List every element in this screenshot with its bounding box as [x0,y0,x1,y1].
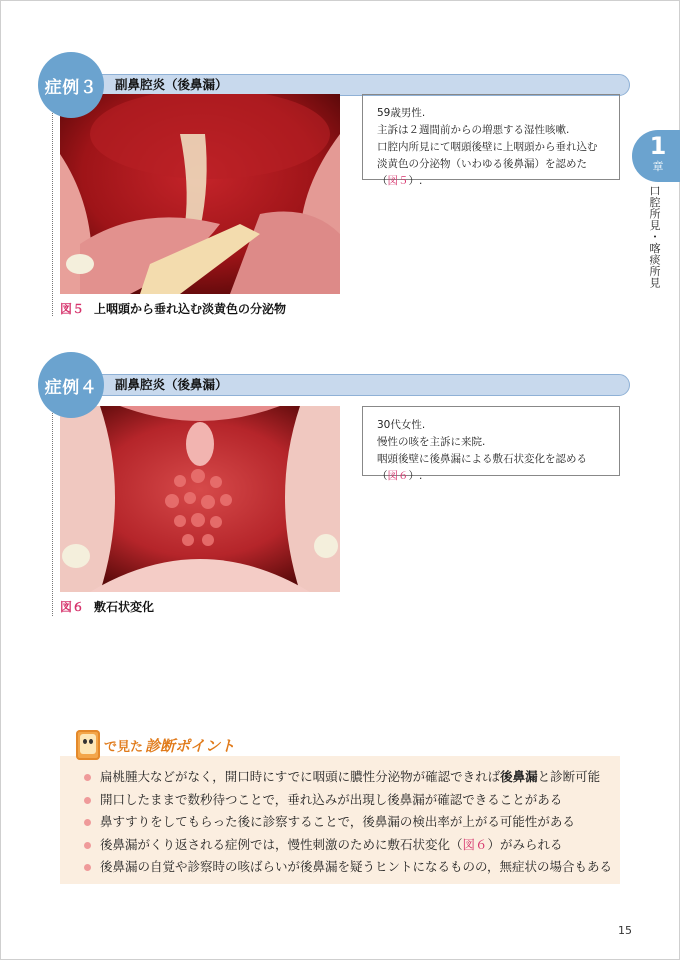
point-item [84,789,620,812]
diagnosis-point-title [76,730,235,760]
case3-figure-text: 上咽頭から垂れ込む淡黄色の分泌物 [94,302,287,316]
case3-figure-caption [60,300,286,317]
point-item-text: 後鼻漏の自覚や診察時の咳ばらいが後鼻漏を疑うヒントになるものの，無症状の場合もある [100,859,613,874]
case3-badge: 症例３ [38,52,104,118]
case4-throat-photo [60,406,340,592]
point-item [84,811,620,834]
case4-figure-ref: 図６ [387,470,409,482]
point-item-bold: 後鼻漏 [500,769,538,784]
case4-figure-text: 敷石状変化 [94,600,155,614]
case3-finding-text: 口腔内所見にて咽頭後壁に上咽頭から垂れ込む淡黄色の分泌物（いわゆる後鼻漏）を認めた（ [377,141,598,187]
case3-finding [377,139,607,190]
chapter-number: 1 [649,132,667,160]
point-item-figure-ref: 図６ [462,836,488,852]
case3-complaint: 主訴は２週間前からの増悪する湿性咳嗽. [377,124,570,136]
case4-finding [377,451,607,485]
case4-description [362,406,620,482]
point-item-text: 後鼻漏がくり返される症例では，慢性刺激のために敷石状変化（ [100,836,463,852]
chapter-label: 章 [652,160,664,173]
case3-figure-label: 図５ [60,302,85,316]
case3-patient: 59歳男性. [377,107,426,119]
chapter-title: 口腔所見・喀痰所見 [648,185,661,289]
case4-rule [52,410,53,616]
case4-header [38,352,628,412]
case3-throat-photo [60,94,340,294]
case3-figure-ref: 図５ [387,175,409,187]
point-title-main: 診断ポイント [145,736,236,755]
point-item-text-end: ）がみられる [487,836,563,852]
case4-patient: 30代女性. [377,419,426,431]
eye-book-icon [76,730,100,760]
case3-rule [52,110,53,316]
case4-finding-text: 咽頭後壁に後鼻漏による敷石状変化を認める（ [377,453,587,482]
case3-finding-end: ）. [408,175,423,187]
diagnosis-point-box [60,756,620,884]
case3-description [362,94,620,187]
case4-badge: 症例４ [38,352,104,418]
page-number: 15 [618,924,632,937]
case4-finding-end: ）. [408,470,423,482]
case3-title: 副鼻腔炎（後鼻漏） [90,74,630,96]
point-item [84,834,620,857]
chapter-tab [632,130,680,182]
point-item-text: 開口したままで数秒待つことで，垂れ込みが出現し後鼻漏が確認できることがある [100,791,563,807]
point-item [84,766,620,789]
point-item-text-end: と診断可能 [537,769,601,784]
case4-complaint: 慢性の咳を主訴に来院. [377,436,486,448]
case4-figure-caption [60,598,154,615]
point-item-text: 扁桃腫大などがなく，開口時にすでに咽頭に膿性分泌物が確認できれば [100,769,501,784]
case4-title: 副鼻腔炎（後鼻漏） [90,374,630,396]
point-item-text: 鼻すすりをしてもらった後に診察することで，後鼻漏の検出率が上がる可能性がある [100,814,575,829]
case4-figure-label: 図６ [60,600,85,614]
point-item [84,856,620,879]
point-title-prefix: で見た [104,739,144,755]
